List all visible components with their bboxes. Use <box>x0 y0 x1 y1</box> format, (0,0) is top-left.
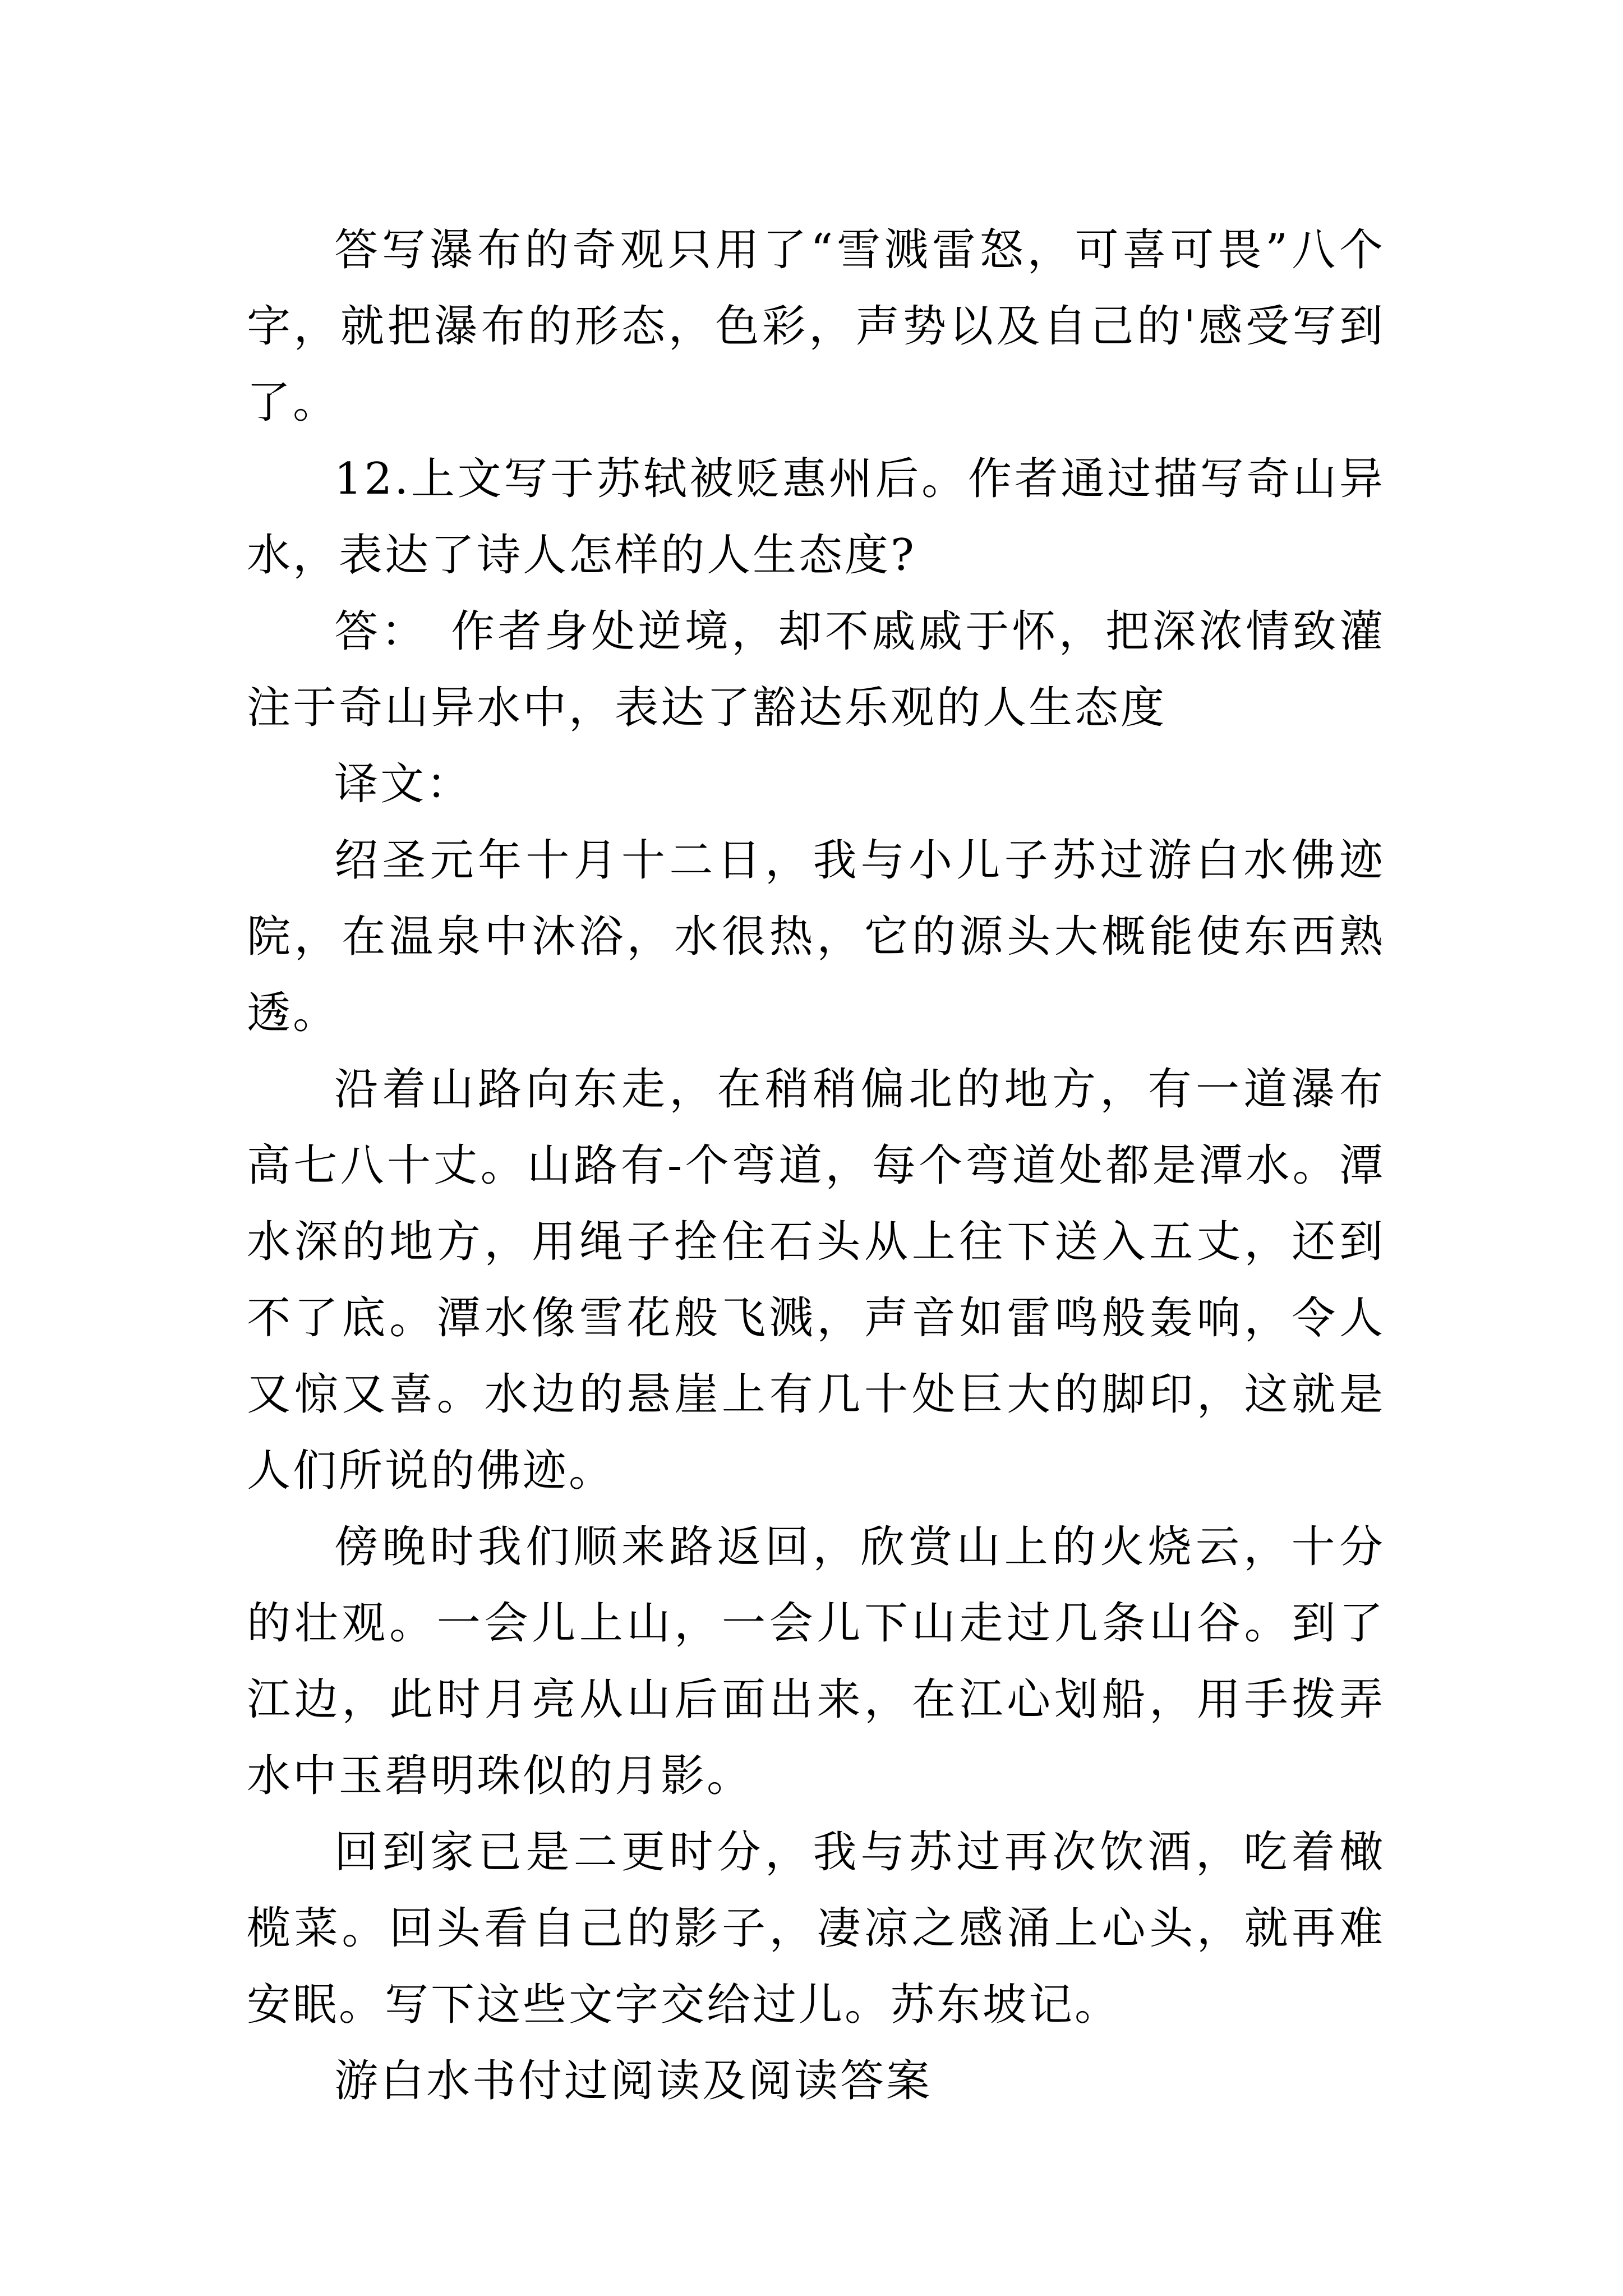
answer-text: 作者身处逆境，却不戚戚于怀，把深浓情致灌注于奇山异水中，表达了豁达乐观的人生态度 <box>247 606 1385 733</box>
translation-paragraph-4: 回到家已是二更时分，我与苏过再次饮酒，吃着橄榄菜。回头看自己的影子，凄凉之感涌上心头，就再难安眠。写下这些文字交给过儿。苏东坡记。 <box>247 1827 1385 2030</box>
document-body <box>247 212 1385 2119</box>
translation-heading: 译文： <box>334 759 473 809</box>
question-12: 12.上文写于苏轼被贬惠州后。作者通过描写奇山异水，表达了诗人怎样的人生态度? <box>247 454 1385 581</box>
answer-12 <box>247 593 1385 746</box>
translation-paragraph-2: 沿着山路向东走，在稍稍偏北的地方，有一道瀑布高七八十丈。山路有-个弯道，每个弯道处都是潭水。潭水深的地方，用绳子拴住石头从上往下送入五丈，还到不了底。潭水像雪花般飞溅，声音如雷鸣般轰响，令人又惊又喜。水边的悬崖上有几十处巨大的脚印，这就是人们所说的佛迹。 <box>247 1064 1385 1496</box>
translation-paragraph-3: 傍晚时我们顺来路返回，欣赏山上的火烧云，十分的壮观。一会儿上山，一会儿下山走过几条山谷。到了江边，此时月亮从山后面出来，在江心划船，用手拨弄水中玉碧明珠似的月影。 <box>247 1522 1385 1801</box>
answer-label: 答： <box>334 606 428 657</box>
translation-paragraph-1: 绍圣元年十月十二日，我与小儿子苏过游白水佛迹院，在温泉中沐浴，水很热，它的源头大概能使东西熟透。 <box>247 835 1385 1038</box>
paragraph-waterfall-answer: 答写瀑布的奇观只用了“雪溅雷怒，可喜可畏”八个字，就把瀑布的形态，色彩，声势以及自己的'感受写到了。 <box>247 225 1385 428</box>
document-footer-title: 游白水书付过阅读及阅读答案 <box>334 2056 933 2106</box>
